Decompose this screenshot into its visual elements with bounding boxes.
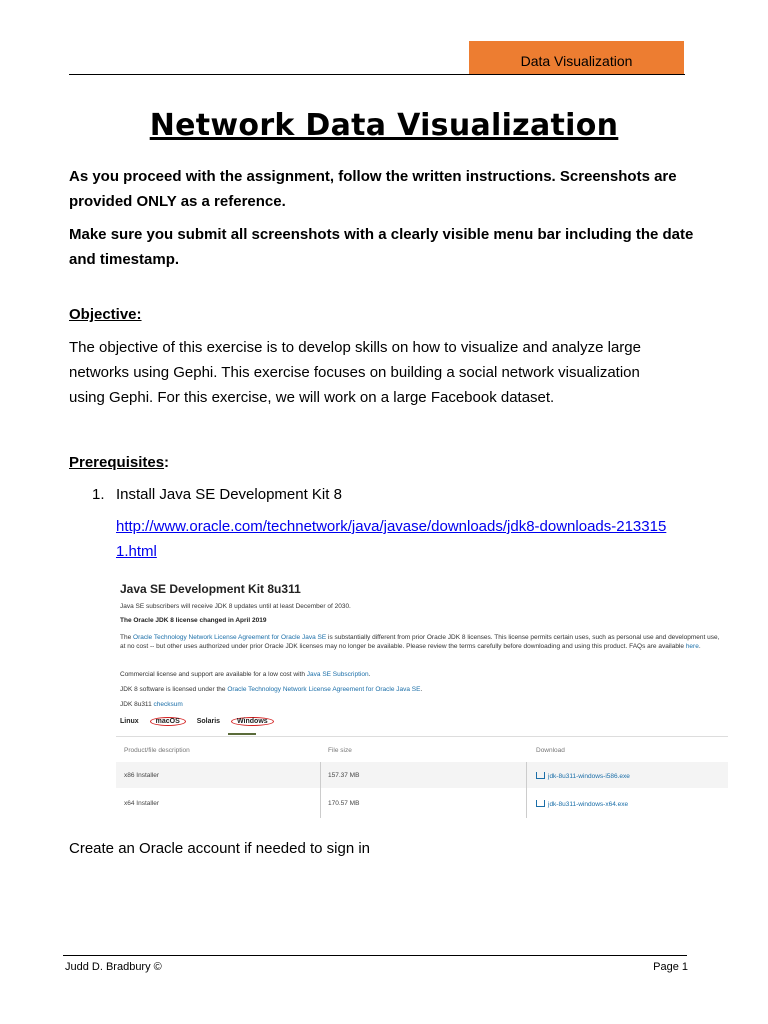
intro-line-2: Make sure you submit all screenshots with a clearly visible menu bar including the date and timestamp. [69,226,694,268]
table-column-divider [526,762,527,818]
shot-checksum-line [120,700,183,709]
row-download-file[interactable]: jdk-8u311-windows-i586.exe [548,773,630,780]
table-header [116,736,728,761]
jdk-download-link[interactable]: http://www.oracle.com/technetwork/java/javase/downloads/jdk8-downloads-2133151.html [116,518,667,560]
download-icon [536,800,545,807]
shot-jdk-license-link[interactable]: Oracle Technology Network License Agreement for Oracle Java SE [227,686,421,693]
row-size: 170.57 MB [328,800,360,807]
objective-heading: Objective: [69,306,142,323]
col-header-download: Download [536,747,565,754]
row-download-link[interactable] [536,800,628,808]
shot-title: Java SE Development Kit 8u311 [120,582,301,596]
table-row [116,790,728,816]
intro-line-1: As you proceed with the assignment, follow the written instructions. Screenshots are provided ONLY as a reference. [69,168,677,210]
list-item-number: 1. [92,486,105,503]
footer-author: Judd D. Bradbury © [65,961,162,973]
shot-license-post: is substantially different from prior Oracle JDK 8 licenses. This license permits certain uses, such as personal use and development use, at no cost -- but other uses authorized under prior Oracle JDK licenses may no longer be available. Please review the terms carefully before downloading and using this product. FAQs are available [120,634,720,650]
prerequisites-colon: : [164,454,170,471]
shot-subscribers-note: Java SE subscribers will receive JDK 8 updates until at least December of 2030. [120,603,351,610]
footer-page-number: Page 1 [653,961,688,973]
shot-faq-end: . [698,643,701,650]
download-icon [536,772,545,779]
col-header-size: File size [328,747,352,754]
shot-subscription-link[interactable]: Java SE Subscription [306,671,369,678]
tab-linux[interactable]: Linux [120,718,139,725]
shot-commercial-pre: Commercial license and support are available for a low cost with [120,671,307,678]
objective-text: The objective of this exercise is to develop skills on how to visualize and analyze large networks using Gephi. This exercise focuses on building a social network visualization using Gephi. For this exercise, we will work on a large Facebook dataset. [69,339,641,406]
shot-checksum-link[interactable]: checksum [153,701,183,708]
table-row [116,762,728,788]
jdk-download-screenshot [116,576,730,824]
row-size: 157.37 MB [328,772,360,779]
tab-windows[interactable]: Windows [231,717,274,726]
shot-jdk-license-pre: JDK 8 software is licensed under the [120,686,228,693]
shot-license-heading: The Oracle JDK 8 license changed in April 2019 [120,617,267,624]
row-description: x64 Installer [124,800,160,807]
page-title: Network Data Visualization [149,108,619,143]
header-rule [69,74,685,75]
prerequisites-heading: Prerequisites [69,454,165,471]
row-description: x86 Installer [124,772,160,779]
shot-commercial-end: . [368,671,371,678]
shot-license-paragraph [120,633,726,651]
row-download-link[interactable] [536,772,630,780]
shot-commercial-note [120,670,370,679]
active-tab-indicator [228,733,256,735]
shot-jdk-license-end: . [420,686,423,693]
shot-license-link[interactable]: Oracle Technology Network License Agreement for Oracle Java SE [133,634,327,641]
table-column-divider [320,762,321,818]
row-download-file[interactable]: jdk-8u311-windows-x64.exe [548,801,629,808]
list-item-text: Install Java SE Development Kit 8 [116,486,342,503]
shot-license-pre: The [120,634,134,641]
prerequisites-heading-line [69,450,699,475]
tab-solaris[interactable]: Solaris [196,718,221,725]
oracle-account-note: Create an Oracle account if needed to sign in [69,840,371,857]
shot-jdk-license-note [120,685,422,694]
shot-os-tabs [120,717,283,726]
shot-faq-link[interactable]: here [685,643,699,650]
footer-rule [63,955,687,956]
shot-checksum-pre: JDK 8u311 [120,701,154,708]
col-header-description: Product/file description [124,747,190,754]
tab-macos[interactable]: macOS [150,717,186,726]
header-section-tab: Data Visualization [469,41,684,74]
